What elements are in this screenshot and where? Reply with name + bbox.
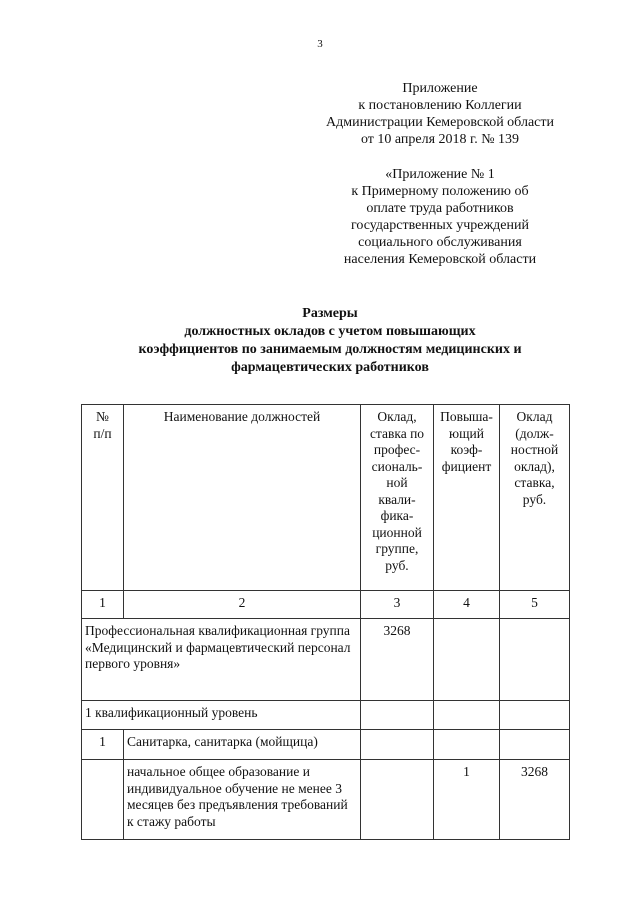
position-name-cell: Санитарка, санитарка (мойщица) — [124, 730, 361, 760]
empty-cell — [500, 701, 570, 730]
header-text: руб. — [385, 557, 409, 573]
empty-cell — [434, 619, 500, 701]
title-line: должностных окладов с учетом повышающих — [184, 324, 476, 339]
appendix-line: от 10 апреля 2018 г. № 139 — [360, 132, 520, 147]
title-line: коэффициентов по занимаемым должностям медицинских и — [138, 342, 522, 357]
header-number — [82, 405, 124, 591]
appendix-line: к Примерному положению об — [351, 184, 529, 199]
header-text: ной — [386, 475, 408, 490]
document-title — [40, 305, 620, 377]
table-row-requirement — [82, 760, 570, 840]
header-text: п/п — [93, 425, 112, 441]
empty-cell — [361, 730, 434, 760]
header-base-salary — [361, 405, 434, 591]
header-text: Оклад — [516, 409, 553, 424]
header-coefficient — [434, 405, 500, 591]
column-number: 2 — [124, 591, 361, 619]
empty-cell — [500, 619, 570, 701]
appendix-line: к постановлению Коллегии — [358, 98, 522, 113]
header-text: № — [96, 409, 109, 424]
header-text: профес- — [373, 442, 421, 457]
header-text: фика- — [380, 508, 414, 523]
title-line: Размеры — [302, 306, 358, 321]
empty-cell — [434, 701, 500, 730]
position-number-cell: 1 — [82, 730, 124, 760]
group-salary-cell: 3268 — [361, 619, 434, 701]
header-text: (долж- — [515, 425, 554, 441]
column-number: 5 — [500, 591, 570, 619]
header-text: ционной — [372, 524, 422, 540]
header-text: группе, — [375, 541, 419, 556]
appendix-line: государственных учреждений — [351, 218, 529, 233]
header-text: фициент — [441, 458, 492, 474]
empty-cell — [82, 760, 124, 840]
header-text: сиональ- — [371, 458, 423, 474]
appendix-1-reference — [300, 166, 580, 268]
empty-cell — [361, 760, 434, 840]
requirement-cell: начальное общее образование и индивидуальное обучение не менее 3 месяцев без предъявления требований к стажу работы — [124, 760, 361, 840]
header-text: оклад), — [514, 458, 555, 474]
header-text: квали- — [378, 491, 416, 507]
page-number: 3 — [317, 38, 323, 50]
header-text: коэф- — [450, 442, 483, 457]
appendix-line: Приложение — [402, 81, 478, 96]
coefficient-cell: 1 — [434, 760, 500, 840]
empty-cell — [500, 730, 570, 760]
column-number: 4 — [434, 591, 500, 619]
appendix-line: «Приложение № 1 — [385, 167, 495, 182]
title-line: фармацевтических работников — [231, 360, 429, 375]
appendix-line: оплате труда работников — [366, 201, 514, 216]
column-number: 3 — [361, 591, 434, 619]
header-text: ностной — [510, 442, 559, 457]
header-text: руб. — [522, 491, 547, 507]
header-text: ставка по — [369, 425, 425, 441]
table-row-level — [82, 701, 570, 730]
empty-cell — [434, 730, 500, 760]
header-text: Наименование должностей — [163, 409, 321, 424]
header-text: ющий — [449, 425, 484, 441]
header-text: Повыша- — [440, 409, 493, 424]
appendix-reference — [300, 80, 580, 148]
column-number: 1 — [82, 591, 124, 619]
header-position-name — [124, 405, 361, 591]
salary-cell: 3268 — [500, 760, 570, 840]
table-row-group — [82, 619, 570, 701]
salary-table — [81, 404, 570, 840]
empty-cell — [361, 701, 434, 730]
group-name-cell: Профессиональная квалификационная группа «Медицинский и фармацевтический персонал первого уровня» — [82, 619, 361, 701]
header-final-salary — [500, 405, 570, 591]
table-header-row — [82, 405, 570, 591]
column-number-row — [82, 591, 570, 619]
appendix-line: социального обслуживания — [358, 235, 522, 250]
appendix-line: населения Кемеровской области — [343, 252, 537, 267]
appendix-line: Администрации Кемеровской области — [326, 115, 554, 130]
header-text: Оклад, — [377, 409, 417, 424]
table-row-position — [82, 730, 570, 760]
header-text: ставка, — [514, 475, 555, 490]
level-name-cell: 1 квалификационный уровень — [82, 701, 361, 730]
